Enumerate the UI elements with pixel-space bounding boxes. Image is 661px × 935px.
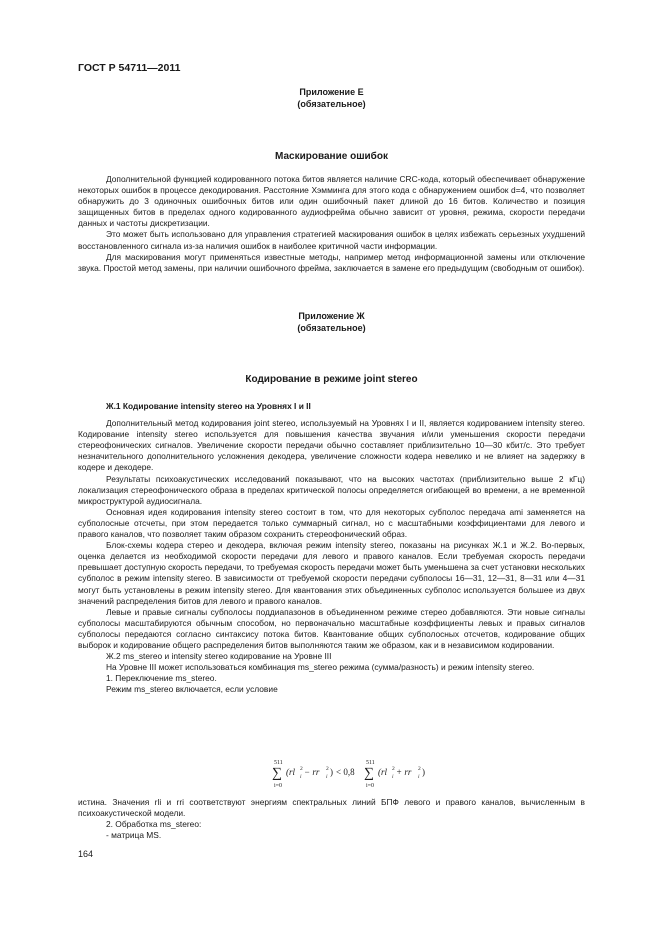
paragraph: Дополнительный метод кодирования joint stereo, используемый на Уровнях I и II, является кодированием intensity stereo. Кодирование intensity stereo используется для повышения качества звучания и/или уменьшения скорости передачи стереофонических сигналов. Увеличение скорости передачи обычно составляет приблизительно 10—30 кбит/с. Это требует незначительного дополнительного усложнения декодера, увеличение сложности кодера невелико и не влияет на задержку в кодере и декодере. xyxy=(78,418,585,473)
paragraph: Для маскирования могут применяться известные методы, например метод информационной замены или отключение звука. Простой метод замены, при наличии ошибочного фрейма, заключается в замене его предыдущим (свободным от ошибок). xyxy=(78,251,585,273)
appendix-zh-title: Приложение Ж xyxy=(298,311,365,321)
subsection-heading: Ж.1 Кодирование intensity stereo на Уровнях I и II xyxy=(106,401,311,411)
formula-sq-1: 2 xyxy=(300,766,303,772)
formula-sq-3: 2 xyxy=(392,766,395,772)
paragraph: истина. Значения rli и rri соответствуют энергиям спектральных линий БПФ левого и правого каналов, вычисленным в психоакустической модели. xyxy=(78,797,585,819)
formula-sq-4: 2 xyxy=(418,766,421,772)
sum-upper-left: 511 xyxy=(274,760,283,766)
paragraph: Результаты психоакустических исследований показывают, что на высоких частотах (приблизительно выше 2 кГц) локализация стереофонического образа в пределах критической полосы определяется огибающей во времени, а не временной микроструктурой аудиосигнала. xyxy=(78,473,585,506)
paragraph: Дополнительной функцией кодированного потока битов является наличие CRC-кода, который обеспечивает обнаружение некоторых ошибок в процессе декодирования. Расстояние Хэмминга для этого кода с обнаружением ошибок d=4, что позволяет обнаружить до 3 одиночных ошибочных битов или один ошибочный пакет длиной до 16 битов. Количество и позиция защищенных битов в пределах одного кодированного аудиофрейма обычно зависит от уровня, режима, скорости передачи данных и частоты дискретизации. xyxy=(78,174,585,229)
formula-lt: < 0,8 xyxy=(336,767,355,777)
appendix-zh-status: (обязательное) xyxy=(297,323,366,333)
paragraph: Режим ms_stereo включается, если условие xyxy=(106,684,278,695)
formula-sub-1: i xyxy=(300,774,302,780)
document-code: ГОСТ Р 54711—2011 xyxy=(78,62,181,74)
paragraph: 1. Переключение ms_stereo. xyxy=(106,673,217,684)
paragraph: 2. Обработка ms_stereo: xyxy=(106,819,202,830)
paragraph: Это может быть использовано для управления стратегией маскирования ошибок в целях избежать серьезных ухудшений восстановленного сигнала из-за наличия ошибок в наиболее критичной части информации. xyxy=(78,229,585,251)
paragraph: Левые и правые сигналы субполосы поддиапазонов в объединенном режиме стерео добавляются. Эти новые сигналы субполосы масштабируются обычным способом, но первоначально масштабные коэффициенты левых и правых сигналов субполосы передаются согласно синтаксису потока битов. Квантование общих субполосных отсчетов, кодирование общих выборок и кодирование общего распределения битов выполняются таким же образом, как и в независимом кодировании. xyxy=(78,606,585,650)
appendix-zh-heading: Кодирование в режиме joint stereo xyxy=(245,374,418,385)
formula-rparen-1: ) xyxy=(330,767,333,777)
formula-rparen-2: ) xyxy=(422,767,425,777)
appendix-e-body xyxy=(78,174,585,274)
formula-sub-2: i xyxy=(326,774,328,780)
ms-stereo-condition-formula xyxy=(270,757,440,791)
formula-sub-4: i xyxy=(418,774,420,780)
appendix-zh-body xyxy=(78,401,585,695)
appendix-e-title: Приложение Е xyxy=(299,87,364,97)
formula-left-term: (rl xyxy=(286,767,295,777)
paragraph: Основная идея кодирования intensity stereo состоит в том, что для некоторых субполос передача ami заменяется на субполосные отсчеты, при этом передается только суммарный сигнал, но с масштабными коэффициентами для левого и правого каналов, что позволяет таким образом сохранить стереофонический образ. xyxy=(78,506,585,540)
appendix-zh-body-cont xyxy=(78,797,585,841)
paragraph: На Уровне III может использоваться комбинация ms_stereo режима (сумма/разность) и режим intensity stereo. xyxy=(106,662,535,673)
paragraph: Блок-схемы кодера стерео и декодера, включая режим intensity stereo, показаны на рисунках Ж.1 и Ж.2. Во-первых, оценка делается из необходимой скорости передачи для левого и правого каналов. Если требуемая скорость передачи превышает доступную скорость передачи, то требуемая скорость передачи может быть уменьшена за счет установки нескольких субполос в режим intensity stereo. В зависимости от требуемой скорости передачи субполосы 16—31, 12—31, 8—31 или 4—31 могут быть установлены в режим intensity stereo. Для квантования этих объединенных субполос используется большее из двух значений распределения битов для левого и правого каналов. xyxy=(78,540,585,606)
appendix-zh-title-block xyxy=(78,310,585,334)
sum-sign-left: ∑ xyxy=(272,766,282,781)
appendix-e-status: (обязательное) xyxy=(297,99,366,109)
formula-svg xyxy=(270,757,440,791)
appendix-e-title-block xyxy=(78,86,585,110)
paragraph: Ж.2 ms_stereo и intensity stereo кодирование на Уровне III xyxy=(106,651,332,662)
sum-lower-left: i=0 xyxy=(274,783,283,789)
formula-right-term: (rl xyxy=(378,767,387,777)
sum-sign-right: ∑ xyxy=(364,766,374,781)
formula-sq-2: 2 xyxy=(326,766,329,772)
sum-lower-right: i=0 xyxy=(366,783,375,789)
sum-upper-right: 511 xyxy=(366,760,375,766)
formula-sub-3: i xyxy=(392,774,394,780)
formula-plus-term: + rr xyxy=(396,767,412,777)
page-number: 164 xyxy=(78,849,94,859)
paragraph: - матрица MS. xyxy=(106,830,162,841)
formula-minus-term: − rr xyxy=(304,767,320,777)
appendix-e-heading: Маскирование ошибок xyxy=(275,151,388,162)
